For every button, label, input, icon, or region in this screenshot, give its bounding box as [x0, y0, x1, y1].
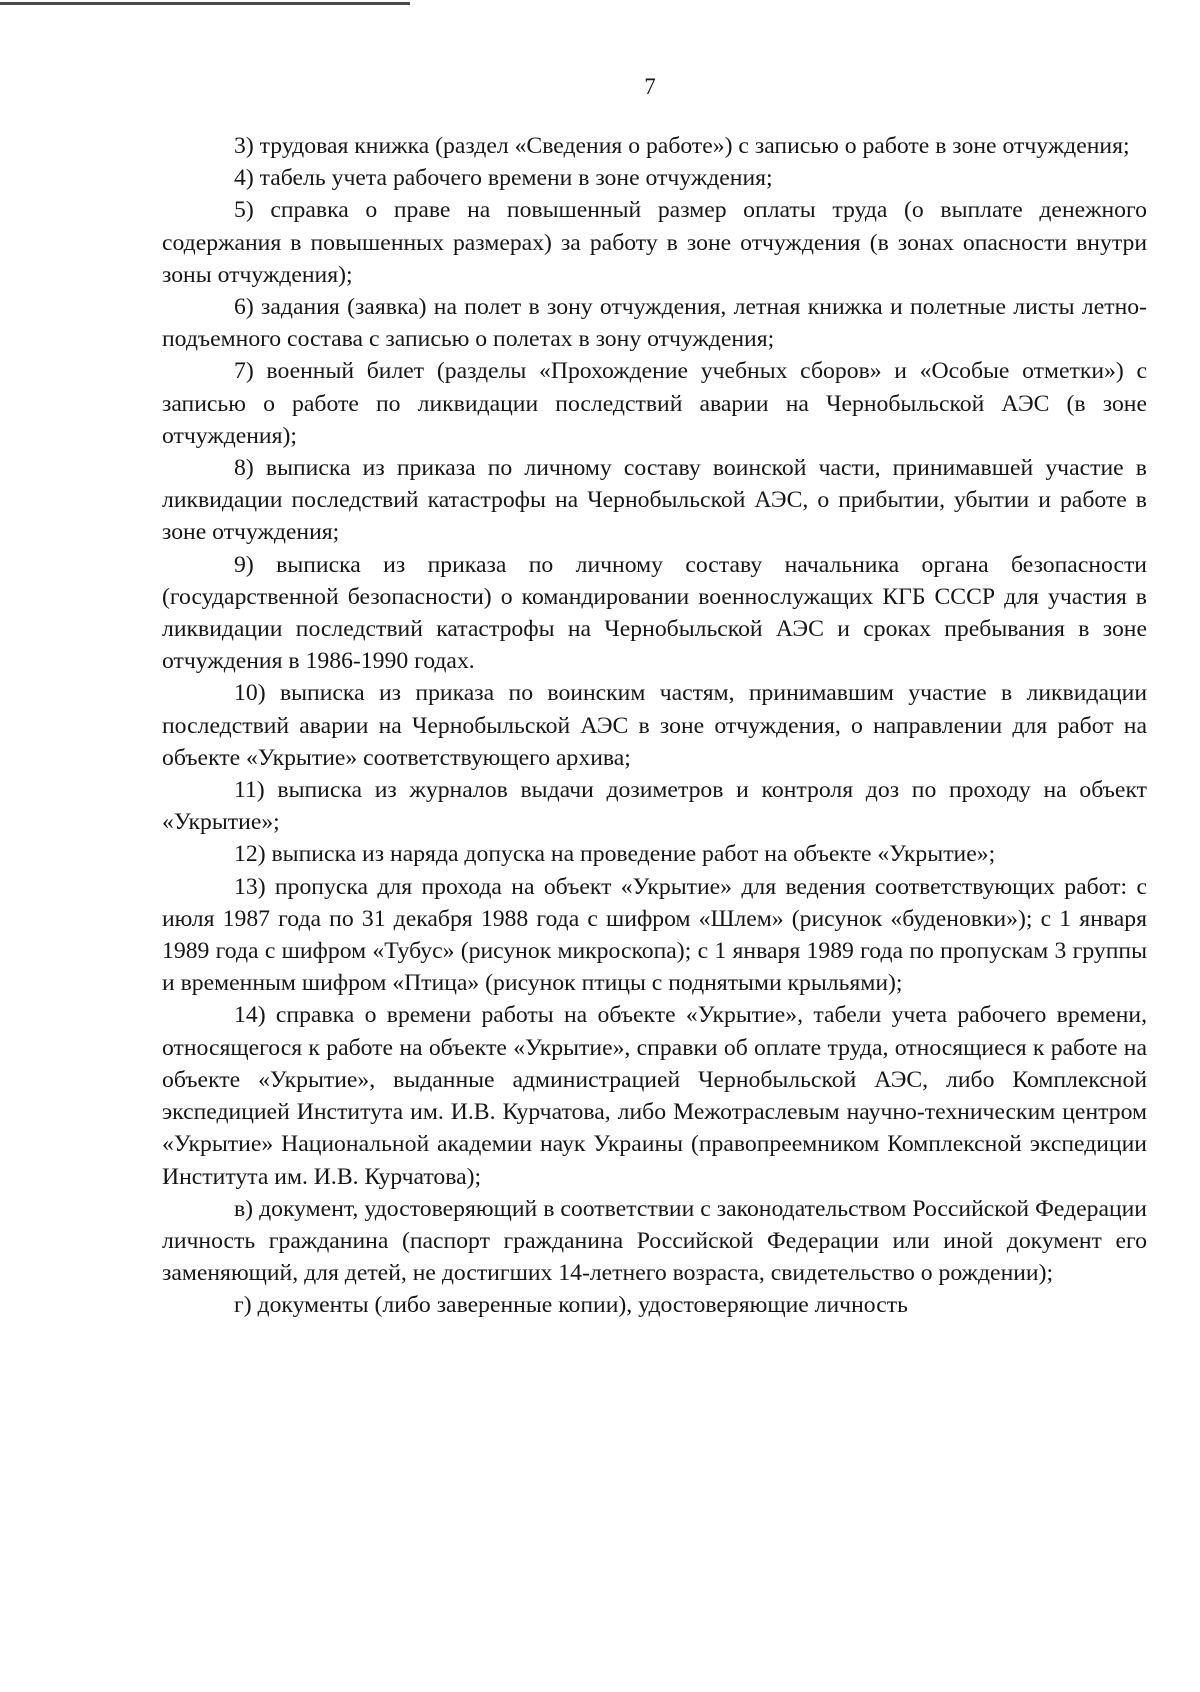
list-item-14: 14) справка о времени работы на объекте «Укрытие», табели учета рабочего времени, относящегося к работе на объекте «Укрытие», справки об оплате труда, относящиеся к работе на объекте «Укрытие», выданные администрацией Чернобыльской АЭС, либо Комплексной экспедицией Института им. И.В. Курчатова, либо Межотраслевым научно-техническим центром «Укрытие» Национальной академии наук Украины (правопреемником Комплексной экспедиции Института им. И.В. Курчатова); [162, 1002, 1147, 1190]
page-number: 7 [644, 74, 656, 99]
list-item-4: 4) табель учета рабочего времени в зоне отчуждения; [234, 165, 773, 192]
list-item-13: 13) пропуска для прохода на объект «Укрытие» для ведения соответствующих работ: с июля 1987 года по 31 декабря 1988 года с шифром «Шлем» (рисунок «буденовки»); с 1 января 1989 года с шифром «Тубус» (рисунок микроскопа); с 1 января 1989 года по пропускам 3 группы и временным шифром «Птица» (рисунок птицы с поднятыми крыльями); [162, 873, 1147, 997]
list-item-8: 8) выписка из приказа по личному составу воинской части, принимавшей участие в ликвидации последствий катастрофы на Чернобыльской АЭС, о прибытии, убытии и работе в зоне отчуждения; [162, 455, 1147, 546]
list-item-10: 10) выписка из приказа по воинским частям, принимавшим участие в ликвидации последствий аварии на Чернобыльской АЭС в зоне отчуждения, о направлении для работ на объекте «Укрытие» соответствующего архива; [162, 680, 1147, 771]
list-item-12: 12) выписка из наряда допуска на проведение работ на объекте «Укрытие»; [234, 841, 996, 868]
list-item-v: в) документ, удостоверяющий в соответствии с законодательством Российской Федерации личность гражданина (паспорт гражданина Российской Федерации или иной документ его заменяющий, для детей, не достигших 14-летнего возраста, свидетельство о рождении); [162, 1195, 1147, 1287]
list-item-g: г) документы (либо заверенные копии), удостоверяющие личность [234, 1292, 908, 1319]
top-edge-line [0, 2, 410, 5]
list-item-7: 7) военный билет (разделы «Прохождение учебных сборов» и «Особые отметки») с записью о работе по ликвидации последствий аварии на Чернобыльской АЭС (в зоне отчуждения); [162, 358, 1147, 449]
list-item-6: 6) задания (заявка) на полет в зону отчуждения, летная книжка и полетные листы летно-подъемного состава с записью о полетах в зону отчуждения; [162, 294, 1147, 353]
list-item-9: 9) выписка из приказа по личному составу начальника органа безопасности (государственной безопасности) о командировании военнослужащих КГБ СССР для участия в ликвидации последствий катастрофы на Чернобыльской АЭС и сроках пребывания в зоне отчуждения в 1986-1990 годах. [162, 551, 1147, 675]
list-item-3: 3) трудовая книжка (раздел «Сведения о работе») с записью о работе в зоне отчуждения; [234, 133, 1130, 159]
list-item-5: 5) справка о праве на повышенный размер оплаты труда (о выплате денежного содержания в повышенных размерах) за работу в зоне отчуждения (в зонах опасности внутри зоны отчуждения); [162, 197, 1147, 288]
document-body [162, 130, 1147, 1322]
list-item-11: 11) выписка из журналов выдачи дозиметров и контроля доз по проходу на объект «Укрытие»; [162, 777, 1147, 836]
